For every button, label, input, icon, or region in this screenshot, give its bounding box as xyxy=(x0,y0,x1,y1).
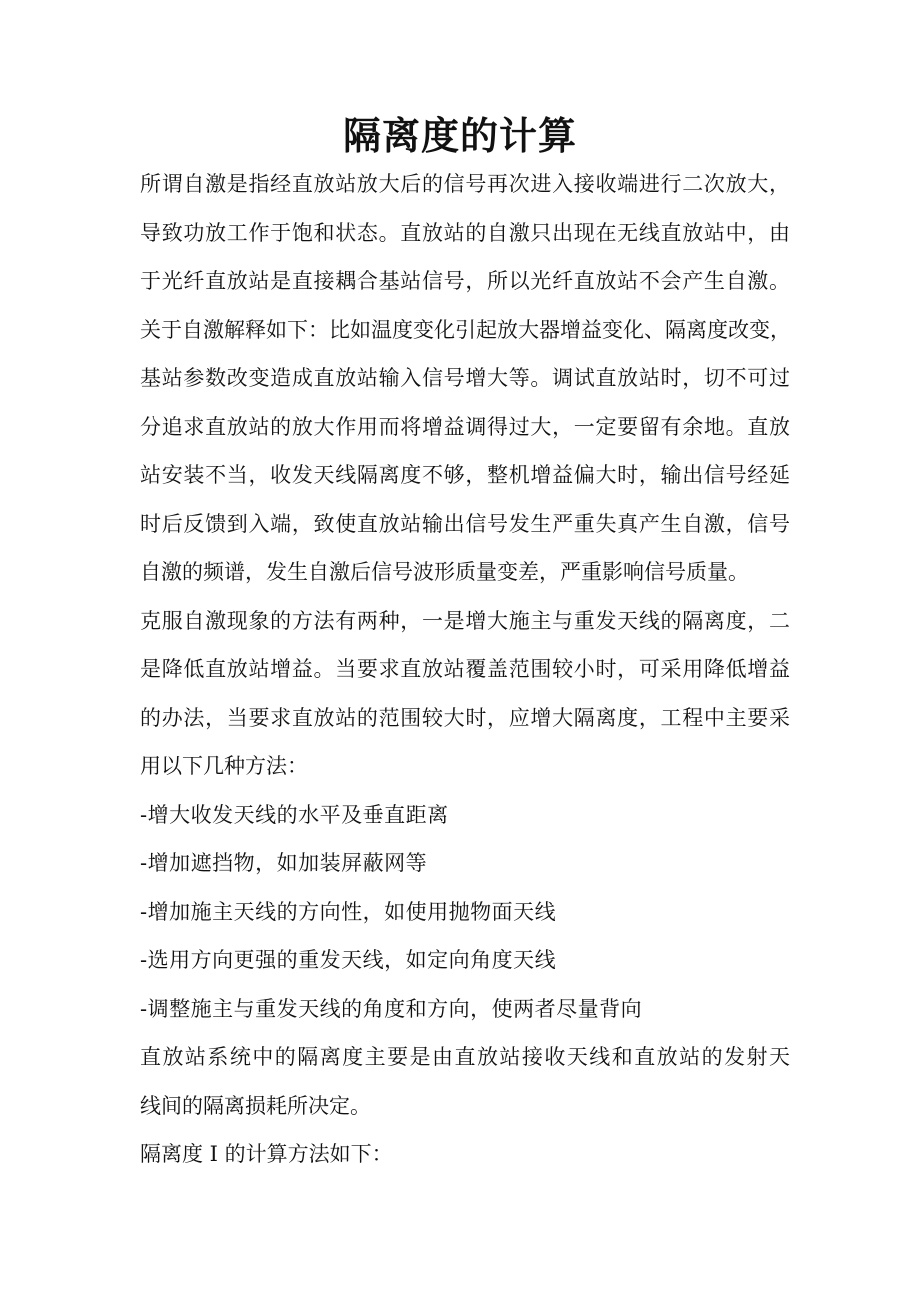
body-line: 自激的频谱，发生自激后信号波形质量变差，严重影响信号质量。 xyxy=(140,560,749,584)
body-line: 于光纤直放站是直接耦合基站信号，所以光纤直放站不会产生自激。 xyxy=(140,269,790,293)
document-body xyxy=(140,160,790,1179)
body-line: 所谓自激是指经直放站放大后的信号再次进入接收端进行二次放大， xyxy=(140,172,790,196)
document-title: 隔离度的计算 xyxy=(342,113,577,158)
body-line: 用以下几种方法： xyxy=(140,754,308,778)
body-line: 导致功放工作于饱和状态。直放站的自激只出现在无线直放站中，由 xyxy=(140,220,790,245)
body-line: 分追求直放站的放大作用而将增益调得过大，一定要留有余地。直放 xyxy=(140,414,790,439)
body-line: 线间的隔离损耗所决定。 xyxy=(140,1093,371,1118)
list-item: -增大收发天线的水平及垂直距离 xyxy=(140,802,449,827)
body-line: 克服自激现象的方法有两种，一是增大施主与重发天线的隔离度，二 xyxy=(140,608,790,633)
body-line: 时后反馈到入端，致使直放站输出信号发生严重失真产生自激，信号 xyxy=(140,511,790,536)
body-line: 关于自激解释如下：比如温度变化引起放大器增益变化、隔离度改变， xyxy=(140,317,791,342)
body-line: 站安装不当，收发天线隔离度不够，整机增益偏大时，输出信号经延 xyxy=(140,463,790,487)
list-item: -增加遮挡物，如加装屏蔽网等 xyxy=(140,851,428,875)
list-item: -选用方向更强的重发天线，如定向角度天线 xyxy=(140,948,557,972)
list-item: -增加施主天线的方向性，如使用抛物面天线 xyxy=(140,899,557,924)
body-line: 直放站系统中的隔离度主要是由直放站接收天线和直放站的发射天 xyxy=(140,1045,790,1069)
body-line: 隔离度 I 的计算方法如下： xyxy=(140,1142,393,1166)
body-line: 基站参数改变造成直放站输入信号增大等。调试直放站时，切不可过 xyxy=(140,366,790,390)
list-item: -调整施主与重发天线的角度和方向，使两者尽量背向 xyxy=(140,996,643,1021)
body-line: 的办法，当要求直放站的范围较大时，应增大隔离度，工程中主要采 xyxy=(140,705,790,730)
body-line: 是降低直放站增益。当要求直放站覆盖范围较小时，可采用降低增益 xyxy=(140,657,790,681)
